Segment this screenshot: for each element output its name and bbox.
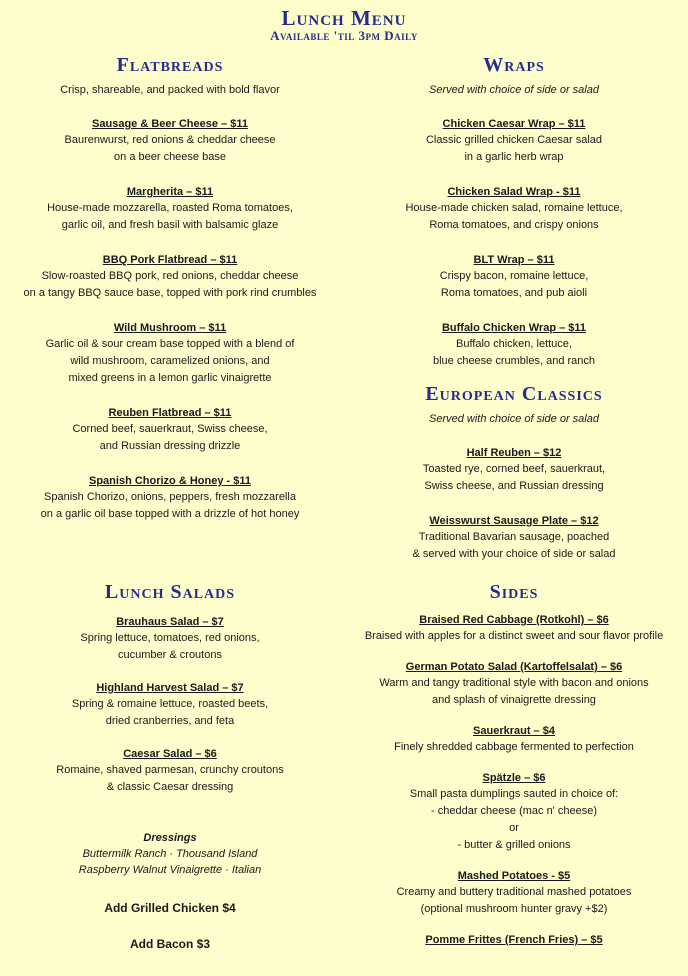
menu-item-name: Brauhaus Salad – $7: [116, 616, 224, 628]
description-line: Spring & romaine lettuce, roasted beets,: [71, 698, 269, 710]
menu-item: [0, 614, 340, 664]
menu-item: [344, 320, 684, 370]
menu-item: [344, 868, 684, 918]
menu-item-name: Mashed Potatoes - $5: [457, 870, 571, 882]
description-line: garlic oil, and fresh basil with balsamic glaze: [61, 219, 279, 231]
menu-item: [0, 680, 340, 730]
description-line: Spanish Chorizo, onions, peppers, fresh mozzarella: [44, 491, 296, 503]
menu-item-description: [0, 696, 340, 730]
section-title-sides: Sides: [489, 581, 539, 603]
description-line: and Russian dressing drizzle: [99, 440, 241, 452]
section-title-wraps: Wraps: [483, 54, 545, 76]
description-line: - butter & grilled onions: [457, 839, 571, 851]
menu-item-description: [0, 421, 340, 455]
menu-item-name: Sauerkraut – $4: [473, 725, 555, 737]
menu-title: Lunch Menu: [281, 6, 407, 30]
menu-item-name: Spätzle – $6: [482, 772, 546, 784]
description-line: dried cranberries, and feta: [105, 715, 235, 727]
menu-item-description: [344, 884, 684, 918]
menu-item: [344, 252, 684, 302]
description-line: Warm and tangy traditional style with bacon and onions: [379, 677, 649, 689]
description-line: wild mushroom, caramelized onions, and: [70, 355, 270, 367]
menu-item-description: [344, 675, 684, 709]
menu-item-description: [344, 268, 684, 302]
menu-item-description: [344, 739, 684, 756]
section-title-lunch-salads: Lunch Salads: [104, 581, 236, 603]
dressings-line: Buttermilk Ranch · Thousand Island: [82, 848, 258, 860]
menu-item-description: [344, 628, 684, 645]
description-line: Small pasta dumplings sauted in choice of:: [409, 788, 619, 800]
description-line: Romaine, shaved parmesan, crunchy croutons: [56, 764, 284, 776]
menu-item: [0, 320, 340, 387]
menu-item-name: Braised Red Cabbage (Rotkohl) – $6: [419, 614, 609, 626]
european-classics-section: [344, 382, 684, 563]
description-line: & served with your choice of side or salad: [412, 548, 616, 560]
menu-item-name: Buffalo Chicken Wrap – $11: [441, 322, 587, 334]
sides-section: [344, 580, 684, 948]
menu-item-description: [0, 630, 340, 664]
menu-item-name: Wild Mushroom – $11: [113, 322, 227, 334]
description-line: on a beer cheese base: [114, 151, 226, 163]
menu-item: [344, 445, 684, 495]
wraps-intro: Served with choice of side or salad: [429, 84, 599, 96]
menu-item: [0, 746, 340, 796]
addon-bacon: Add Bacon $3: [129, 937, 210, 951]
menu-item-name: Caesar Salad – $6: [123, 748, 217, 760]
menu-item-name: Reuben Flatbread – $11: [108, 407, 232, 419]
description-line: Slow-roasted BBQ pork, red onions, cheddar cheese: [41, 270, 299, 282]
description-line: Baurenwurst, red onions & cheddar cheese: [64, 134, 276, 146]
description-line: and splash of vinaigrette dressing: [432, 694, 596, 706]
description-line: in a garlic herb wrap: [464, 151, 564, 163]
menu-item-description: [0, 268, 340, 302]
european-intro: Served with choice of side or salad: [429, 413, 599, 425]
menu-item: [344, 612, 684, 645]
menu-item-description: [0, 489, 340, 523]
menu-item-description: [0, 132, 340, 166]
flatbreads-section: [0, 53, 340, 523]
menu-item: [0, 116, 340, 166]
wraps-section: [344, 53, 684, 370]
menu-item: [344, 116, 684, 166]
description-line: (optional mushroom hunter gravy +$2): [420, 903, 608, 915]
menu-item-description: [344, 529, 684, 563]
section-title-flatbreads: Flatbreads: [116, 54, 224, 76]
description-line: Crispy bacon, romaine lettuce,: [439, 270, 589, 282]
menu-item: [0, 184, 340, 234]
menu-item-name: Chicken Caesar Wrap – $11: [442, 118, 586, 130]
menu-item: [0, 473, 340, 523]
menu-item: [0, 252, 340, 302]
description-line: Braised with apples for a distinct sweet and sour flavor profile: [364, 630, 664, 642]
menu-item-name: Half Reuben – $12: [466, 447, 562, 459]
menu-item-name: Chicken Salad Wrap - $11: [447, 186, 581, 198]
description-line: mixed greens in a lemon garlic vinaigrette: [68, 372, 272, 384]
menu-item-name: Margherita – $11: [126, 186, 214, 198]
description-line: Swiss cheese, and Russian dressing: [424, 480, 604, 492]
dressings-title: Dressings: [143, 832, 197, 844]
description-line: Garlic oil & sour cream base topped with a blend of: [45, 338, 295, 350]
menu-item-description: [344, 132, 684, 166]
menu-item-name: BBQ Pork Flatbread – $11: [102, 254, 238, 266]
menu-item-name: BLT Wrap – $11: [473, 254, 555, 266]
menu-item-name: Weisswurst Sausage Plate – $12: [429, 515, 599, 527]
menu-item-name: German Potato Salad (Kartoffelsalat) – $6: [405, 661, 623, 673]
menu-item: [344, 723, 684, 756]
menu-item: [344, 770, 684, 854]
description-line: Corned beef, sauerkraut, Swiss cheese,: [72, 423, 268, 435]
description-line: House-made chicken salad, romaine lettuce,: [405, 202, 623, 214]
menu-item-name: Spanish Chorizo & Honey - $11: [89, 475, 251, 487]
menu-item-name: Highland Harvest Salad – $7: [96, 682, 244, 694]
menu-item-description: [344, 786, 684, 854]
description-line: & classic Caesar dressing: [106, 781, 234, 793]
menu-item-description: [0, 336, 340, 387]
menu-subtitle: Available 'til 3pm Daily: [270, 28, 418, 43]
description-line: on a garlic oil base topped with a drizzle of hot honey: [40, 508, 300, 520]
menu-item: [0, 405, 340, 455]
menu-item: [344, 184, 684, 234]
section-title-european-classics: European Classics: [425, 383, 603, 405]
menu-item-description: [344, 461, 684, 495]
description-line: Roma tomatoes, and pub aioli: [440, 287, 588, 299]
menu-item: [344, 513, 684, 563]
menu-item-description: [344, 336, 684, 370]
description-line: Spring lettuce, tomatoes, red onions,: [80, 632, 260, 644]
description-line: Roma tomatoes, and crispy onions: [429, 219, 599, 231]
description-line: or: [509, 822, 519, 834]
menu-item: [344, 659, 684, 709]
menu-item-description: [344, 200, 684, 234]
description-line: House-made mozzarella, roasted Roma tomatoes,: [47, 202, 293, 214]
description-line: Finely shredded cabbage fermented to perfection: [394, 741, 634, 753]
dressings-line: Raspberry Walnut Vinaigrette · Italian: [78, 864, 262, 876]
description-line: Classic grilled chicken Caesar salad: [425, 134, 603, 146]
menu-item: [344, 932, 684, 948]
lunch-salads-section: [0, 580, 340, 952]
menu-item-name: Pomme Frittes (French Fries) – $5: [425, 934, 603, 946]
description-line: Toasted rye, corned beef, sauerkraut,: [422, 463, 606, 475]
description-line: on a tangy BBQ sauce base, topped with pork rind crumbles: [23, 287, 317, 299]
description-line: Traditional Bavarian sausage, poached: [418, 531, 610, 543]
description-line: Creamy and buttery traditional mashed potatoes: [396, 886, 632, 898]
description-line: cucumber & croutons: [118, 649, 222, 661]
description-line: Buffalo chicken, lettuce,: [456, 338, 572, 350]
description-line: - cheddar cheese (mac n' cheese): [431, 805, 597, 817]
description-line: blue cheese crumbles, and ranch: [432, 355, 596, 367]
menu-item-description: [0, 200, 340, 234]
menu-item-name: Sausage & Beer Cheese – $11: [92, 118, 248, 130]
addon-grilled-chicken: Add Grilled Chicken $4: [104, 901, 236, 915]
flatbreads-intro: Crisp, shareable, and packed with bold flavor: [60, 84, 280, 96]
menu-item-description: [0, 762, 340, 796]
